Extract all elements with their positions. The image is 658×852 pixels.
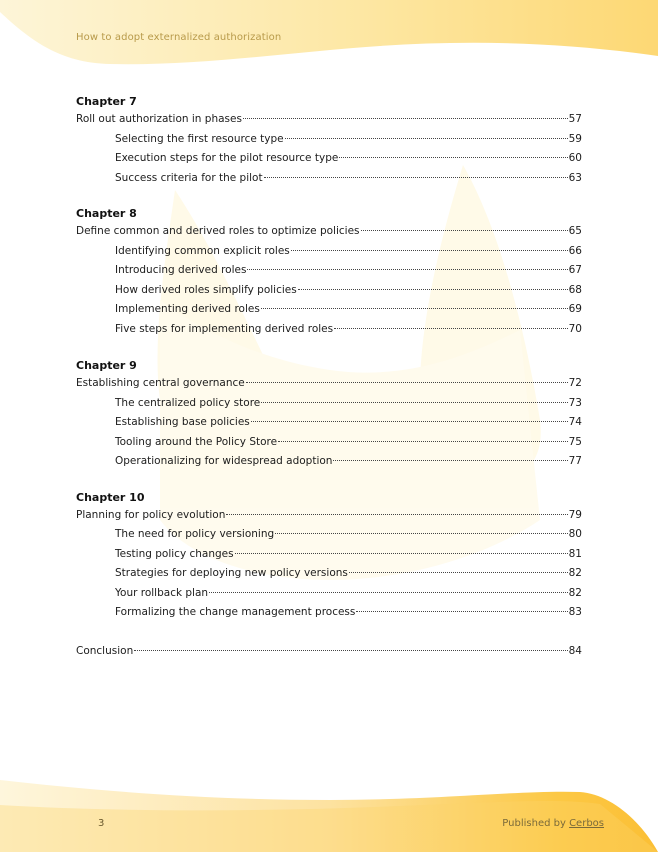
toc-entry-label: Conclusion xyxy=(76,644,134,657)
dot-leader xyxy=(235,553,568,554)
toc-entry-label: Testing policy changes xyxy=(115,547,234,560)
dot-leader xyxy=(349,572,568,573)
chapter-heading: Chapter 10 xyxy=(76,490,145,504)
document-title: How to adopt externalized authorization xyxy=(76,32,282,43)
toc-subentry[interactable] xyxy=(76,281,582,301)
published-by-text: Published by xyxy=(502,818,566,829)
toc-subentry[interactable] xyxy=(76,413,582,433)
toc-page-number: 75 xyxy=(568,435,582,448)
chapter-heading: Chapter 8 xyxy=(76,207,137,220)
toc-page-number: 82 xyxy=(568,586,582,599)
toc-entry-label: Tooling around the Policy Store xyxy=(115,435,278,448)
toc-entry-label: Establishing base policies xyxy=(115,416,250,428)
dot-leader xyxy=(261,402,567,403)
toc-page-number: 66 xyxy=(568,244,582,257)
dot-leader xyxy=(209,592,568,593)
toc-subentry[interactable] xyxy=(76,320,582,340)
toc-entry-label: How derived roles simplify policies xyxy=(115,283,297,296)
toc-entry-label: Roll out authorization in phases xyxy=(76,113,242,125)
toc-entry[interactable] xyxy=(76,222,582,242)
toc-entry-label: The centralized policy store xyxy=(115,396,261,409)
toc-page-number: 73 xyxy=(568,396,582,409)
toc-page-number: 81 xyxy=(568,547,582,560)
toc-subentry[interactable] xyxy=(76,564,582,584)
toc-page-number: 65 xyxy=(568,225,582,237)
toc-entry-label: Identifying common explicit roles xyxy=(115,244,290,257)
toc-page-number: 70 xyxy=(568,322,582,335)
dot-leader xyxy=(361,230,568,231)
dot-leader xyxy=(261,308,568,309)
toc-entry-label: Operationalizing for widespread adoption xyxy=(115,455,333,467)
toc-entry-label: Five steps for implementing derived roles xyxy=(115,322,334,335)
dot-leader xyxy=(247,269,567,270)
toc-page-number: 74 xyxy=(568,416,582,428)
toc-page-number: 82 xyxy=(568,567,582,579)
toc-subentry[interactable] xyxy=(76,545,582,565)
toc-page-number: 79 xyxy=(568,508,582,521)
toc-subentry[interactable] xyxy=(76,169,582,189)
toc-entry-label: Establishing central governance xyxy=(76,377,245,389)
toc-entry[interactable] xyxy=(76,110,582,130)
toc-entry[interactable] xyxy=(76,506,582,526)
toc-entry-label: Execution steps for the pilot resource type xyxy=(115,152,339,164)
toc-subentry[interactable] xyxy=(76,261,582,281)
dot-leader xyxy=(275,533,567,534)
toc-entry-label: Success criteria for the pilot xyxy=(115,171,263,184)
toc-page-number: 67 xyxy=(568,264,582,276)
toc-entry-label: The need for policy versioning xyxy=(115,528,275,540)
toc-entry-label: Formalizing the change management process xyxy=(115,606,356,618)
toc-page-number: 57 xyxy=(568,113,582,125)
dot-leader xyxy=(356,611,567,612)
dot-leader xyxy=(298,289,568,290)
dot-leader xyxy=(334,328,568,329)
table-of-contents xyxy=(76,94,582,661)
dot-leader xyxy=(291,250,568,251)
toc-page-number: 59 xyxy=(568,132,582,145)
dot-leader xyxy=(251,421,568,422)
dot-leader xyxy=(333,460,567,461)
dot-leader xyxy=(246,382,568,383)
toc-entry-label: Define common and derived roles to optimize policies xyxy=(76,225,360,237)
toc-entry-label: Your rollback plan xyxy=(115,586,209,599)
toc-entry-conclusion[interactable] xyxy=(76,642,582,662)
toc-page-number: 63 xyxy=(568,171,582,184)
toc-page-number: 83 xyxy=(568,606,582,618)
toc-page-number: 68 xyxy=(568,283,582,296)
toc-page-number: 69 xyxy=(568,303,582,315)
brand-link[interactable]: Cerbos xyxy=(569,818,604,829)
toc-subentry[interactable] xyxy=(76,149,582,169)
toc-entry-label: Selecting the first resource type xyxy=(115,132,284,145)
toc-page-number: 80 xyxy=(568,528,582,540)
dot-leader xyxy=(134,650,567,651)
chapter-heading: Chapter 9 xyxy=(76,359,137,372)
toc-subentry[interactable] xyxy=(76,433,582,453)
toc-page-number: 72 xyxy=(568,377,582,389)
toc-entry-label: Strategies for deploying new policy versions xyxy=(115,567,348,579)
dot-leader xyxy=(339,157,567,158)
dot-leader xyxy=(285,138,568,139)
toc-subentry[interactable] xyxy=(76,452,582,472)
toc-entry-label: Implementing derived roles xyxy=(115,303,260,315)
toc-subentry[interactable] xyxy=(76,130,582,150)
dot-leader xyxy=(226,514,567,515)
toc-subentry[interactable] xyxy=(76,394,582,414)
toc-page-number: 60 xyxy=(568,152,582,164)
toc-entry-label: Planning for policy evolution xyxy=(76,508,226,521)
toc-page-number: 77 xyxy=(568,455,582,467)
toc-subentry[interactable] xyxy=(76,584,582,604)
toc-entry-label: Introducing derived roles xyxy=(115,264,247,276)
toc-page-number: 84 xyxy=(568,644,582,657)
dot-leader xyxy=(243,118,568,119)
toc-subentry[interactable] xyxy=(76,242,582,262)
toc-subentry[interactable] xyxy=(76,525,582,545)
dot-leader xyxy=(278,441,568,442)
footer-published-by xyxy=(502,818,604,829)
toc-entry[interactable] xyxy=(76,374,582,394)
toc-subentry[interactable] xyxy=(76,300,582,320)
toc-subentry[interactable] xyxy=(76,603,582,623)
footer-page-number: 3 xyxy=(98,818,105,829)
chapter-heading: Chapter 7 xyxy=(76,95,137,108)
dot-leader xyxy=(264,177,568,178)
